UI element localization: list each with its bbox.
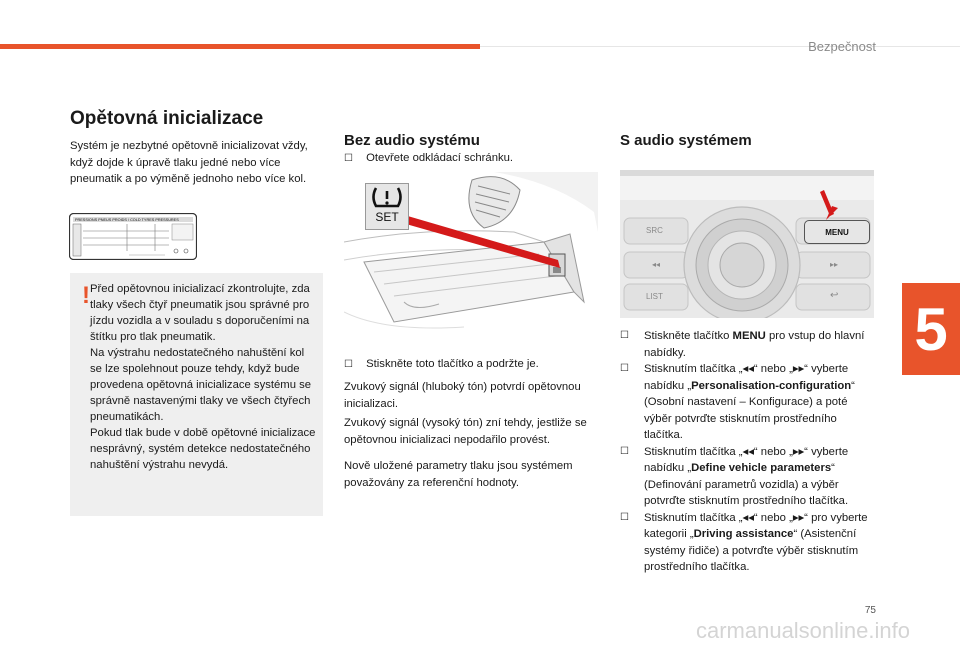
page-title: Opětovná inicializace [70,108,264,129]
bullet-icon: ☐ [620,363,629,374]
chapter-tab: 5 [902,283,960,375]
intro-paragraph: Systém je nezbytné opětovně inicializovat vždy, když dojde k úpravě tlaku jedné nebo více pneumatik a po výměně jednoho nebo více kol. [70,140,308,185]
step-open-glovebox [344,150,594,168]
list-item: ☐ Stisknutím tlačítka „◂◂“ nebo „▸▸“ vyberte nabídku „Personalisation-configuration“ (Osobní nastavení – Konfigurace) a poté výběr potvrďte stisknutím prostředního tlačítka. [620,363,855,441]
tpms-set-button[interactable] [365,183,409,230]
audio-panel-illustration [620,170,874,318]
warning-icon: ! [82,282,90,309]
bullet-icon: ☐ [344,359,353,370]
paragraph-reference-values: Nově uložené parametry tlaku jsou systémem považovány za referenční hodnoty. [344,460,573,489]
warning-paragraph: Před opětovnou inicializací zkontrolujte, zda tlaky všech čtyř pneumatik jsou správné pro jízdu vozidla a v souladu s doporučeními na štítku pro tlak pneumatik. [90,283,310,343]
paragraph-high-tone: Zvukový signál (vysoký tón) zní tehdy, jestliže se opětovnou inicializaci nepodařilo provést. [344,417,587,446]
menu-button[interactable]: MENU [804,220,870,244]
section-heading-no-audio: Bez audio systému [344,132,480,149]
page-number: 75 [864,605,876,616]
set-button-label: SET [375,210,399,224]
step-text: Otevřete odkládací schránku. [366,152,514,164]
section-title: Bezpečnost [808,39,876,54]
header-divider [480,46,960,47]
list-item: ☐ Stisknutím tlačítka „◂◂“ nebo „▸▸“ pro vyberte kategorii „Driving assistance“ (Asistenční systémy řidiče) a potvrďte výběr stisknutím prostředního tlačítka. [620,511,868,573]
bullet-icon: ☐ [344,153,353,164]
tyre-pressure-label-image [69,213,197,260]
src-button[interactable]: SRC [646,226,663,235]
bullet-icon: ☐ [620,445,629,457]
label-caption: PRESSIONS PNEUS PROIDS / COLD TYRES PRESSURES [75,218,179,222]
section-heading-with-audio: S audio systémem [620,132,752,149]
watermark: carmanualsonline.info [695,618,910,643]
list-item: ☐ Stiskněte tlačítko MENU pro vstup do hlavní nabídky. [620,330,865,359]
header-accent-bar [0,44,480,49]
warning-text [90,281,316,473]
back-button[interactable]: ↩ [830,290,839,301]
next-button[interactable]: ▸▸ [830,260,839,269]
list-item: ☐ Stisknutím tlačítka „◂◂“ nebo „▸▸“ vyberte nabídku „Define vehicle parameters“ (Definování parametrů vozidla) a výběr potvrďte stisknutím prostředního tlačítka. [620,445,849,507]
bullet-icon: ☐ [620,511,629,523]
warning-paragraph: Pokud tlak bude v době opětovné inicializace nesprávný, systém detekce nedostatečného nahuštění výstrahu nevydá. [90,427,316,471]
previous-button[interactable]: ◂◂ [652,260,661,269]
paragraph-low-tone: Zvukový signál (hluboký tón) potvrdí opětovnou inicializaci. [344,381,581,410]
step-text: Stiskněte toto tlačítko a podržte je. [366,358,539,370]
steps-list [620,328,875,576]
step-hold-button [344,356,594,374]
list-button[interactable]: LIST [646,292,663,301]
tyre-pressure-warning-icon [366,184,408,210]
bullet-icon: ☐ [620,330,629,341]
warning-paragraph: Na výstrahu nedostatečného nahuštění kol se lze spolehnout pouze tehdy, když bude provedena opětovná inicializace systému se správně nastavenými tlaky ve všech čtyřech pneumatikách. [90,347,312,423]
